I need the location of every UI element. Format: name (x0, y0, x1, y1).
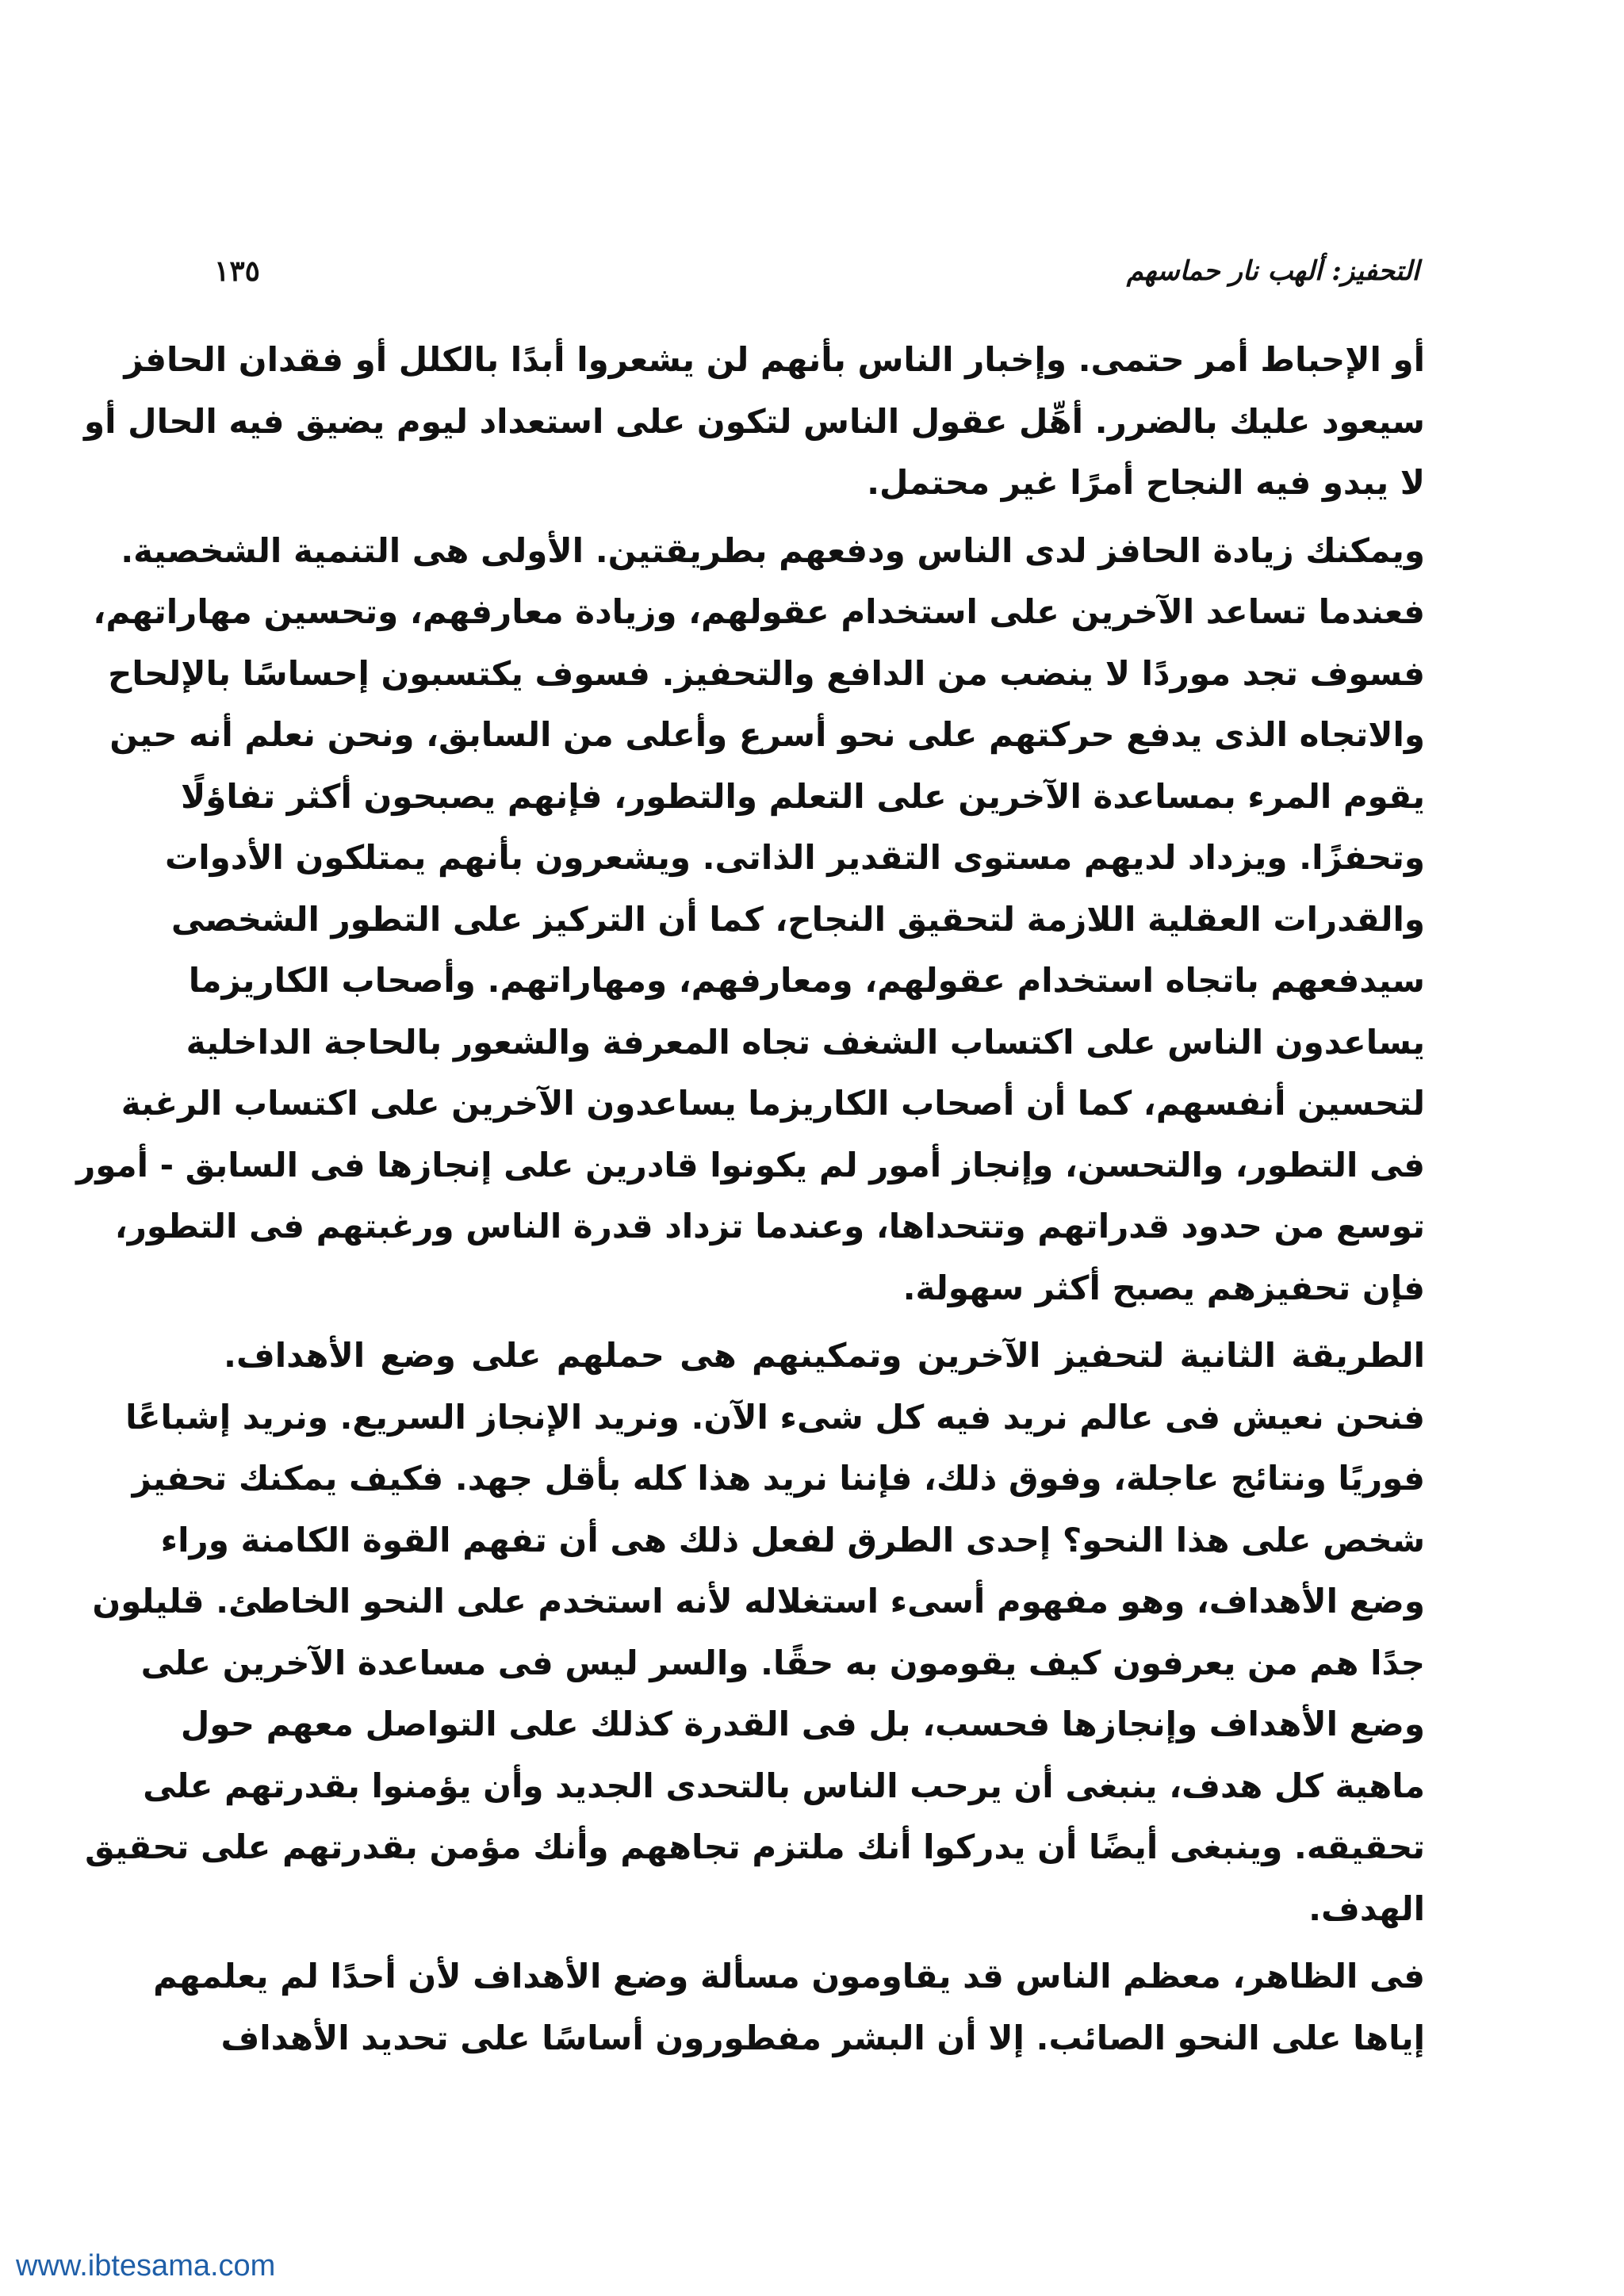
text-line: وضع الأهداف وإنجازها فحسب، بل فى القدرة كذلك على التواصل معهم حول (180, 1705, 1425, 1743)
text-line: يقوم المرء بمساعدة الآخرين على التعلم والتطور، فإنهم يصبحون أكثر تفاؤلًا (181, 776, 1425, 816)
text-line: فى التطور، والتحسن، وإنجاز أمور لم يكونوا قادرين على إنجازها فى السابق - أمور (76, 1145, 1425, 1184)
text-line: ماهية كل هدف، ينبغى أن يرحب الناس بالتحدى الجديد وأن يؤمنوا بقدرتهم على (143, 1766, 1425, 1805)
text-line: شخص على هذا النحو؟ إحدى الطرق لفعل ذلك هى أن تفهم القوة الكامنة وراء (160, 1520, 1425, 1559)
text-line: الهدف. (1308, 1888, 1425, 1928)
text-line: الطريقة الثانية لتحفيز الآخرين وتمكينهم هى حملهم على وضع الأهداف. (224, 1336, 1425, 1375)
text-line: والقدرات العقلية اللازمة لتحقيق النجاح، كما أن التركيز على التطور الشخصى (170, 899, 1425, 939)
paragraph-1 (84, 329, 1425, 514)
running-head (214, 247, 1419, 295)
paragraph-3 (85, 1325, 1425, 1939)
running-title: التحفيز: ألهب نار حماسهم (1126, 255, 1419, 287)
text-line: فإن تحفيزهم يصبح أكثر سهولة. (902, 1268, 1425, 1307)
text-line: جدًا هم من يعرفون كيف يقومون به حقًا. والسر ليس فى مساعدة الآخرين على (140, 1643, 1425, 1682)
text-line: لتحسين أنفسهم، كما أن أصحاب الكاريزما يساعدون الآخرين على اكتساب الرغبة (121, 1084, 1425, 1123)
text-line: ويمكنك زيادة الحافز لدى الناس ودفعهم بطريقتين. الأولى هى التنمية الشخصية. (121, 530, 1425, 570)
text-line: تحقيقه. وينبغى أيضًا أن يدركوا أنك ملتزم تجاههم وأنك مؤمن بقدرتهم على تحقيق (85, 1827, 1425, 1866)
text-line: أو الإحباط أمر حتمى. وإخبار الناس بأنهم لن يشعروا أبدًا بالكلل أو فقدان الحافز (124, 340, 1425, 379)
paragraph-2 (76, 520, 1425, 1319)
text-line: فنحن نعيش فى عالم نريد فيه كل شىء الآن. ونريد الإنجاز السريع. ونريد إشباعًا (125, 1397, 1425, 1437)
text-line: وتحفزًا. ويزداد لديهم مستوى التقدير الذاتى. ويشعرون بأنهم يمتلكون الأدوات (164, 838, 1425, 877)
text-line: والاتجاه الذى يدفع حركتهم على نحو أسرع وأعلى من السابق، ونحن نعلم أنه حين (109, 715, 1425, 754)
text-line: وضع الأهداف، وهو مفهوم أسىء استغلاله لأنه استخدم على النحو الخاطئ. قليلون (92, 1582, 1425, 1621)
text-line: يساعدون الناس على اكتساب الشغف تجاه المعرفة والشعور بالحاجة الداخلية (186, 1022, 1425, 1062)
site-url-watermark: www.ibtesama.com (16, 2249, 276, 2283)
text-line: توسع من حدود قدراتهم وتتحداها، وعندما تزداد قدرة الناس ورغبتهم فى التطور، (114, 1207, 1425, 1246)
text-line: فى الظاهر، معظم الناس قد يقاومون مسألة وضع الأهداف لأن أحدًا لم يعلمهم (153, 1957, 1425, 1996)
text-line: سيعود عليك بالضرر. أهِّل عقول الناس لتكون على استعداد ليوم يضيق فيه الحال أو (84, 401, 1425, 441)
page-number: ١٣٥ (214, 254, 261, 288)
text-line: فسوف تجد موردًا لا ينضب من الدافع والتحفيز. فسوف يكتسبون إحساسًا بالإلحاح (108, 653, 1425, 693)
text-line: سيدفعهم باتجاه استخدام عقولهم، ومعارفهم، ومهاراتهم. وأصحاب الكاريزما (188, 961, 1425, 1000)
text-line: إياها على النحو الصائب. إلا أن البشر مفطورون أساسًا على تحديد الأهداف (220, 2018, 1425, 2057)
paragraph-4 (153, 1946, 1425, 2068)
text-line: فعندما تساعد الآخرين على استخدام عقولهم، وزيادة معارفهم، وتحسين مهاراتهم، (93, 592, 1425, 631)
text-line: لا يبدو فيه النجاح أمرًا غير محتمل. (867, 463, 1425, 502)
text-line: فوريًا ونتائج عاجلة، وفوق ذلك، فإننا نريد هذا كله بأقل جهد. فكيف يمكنك تحفيز (132, 1459, 1425, 1498)
body-text (76, 329, 1425, 2075)
